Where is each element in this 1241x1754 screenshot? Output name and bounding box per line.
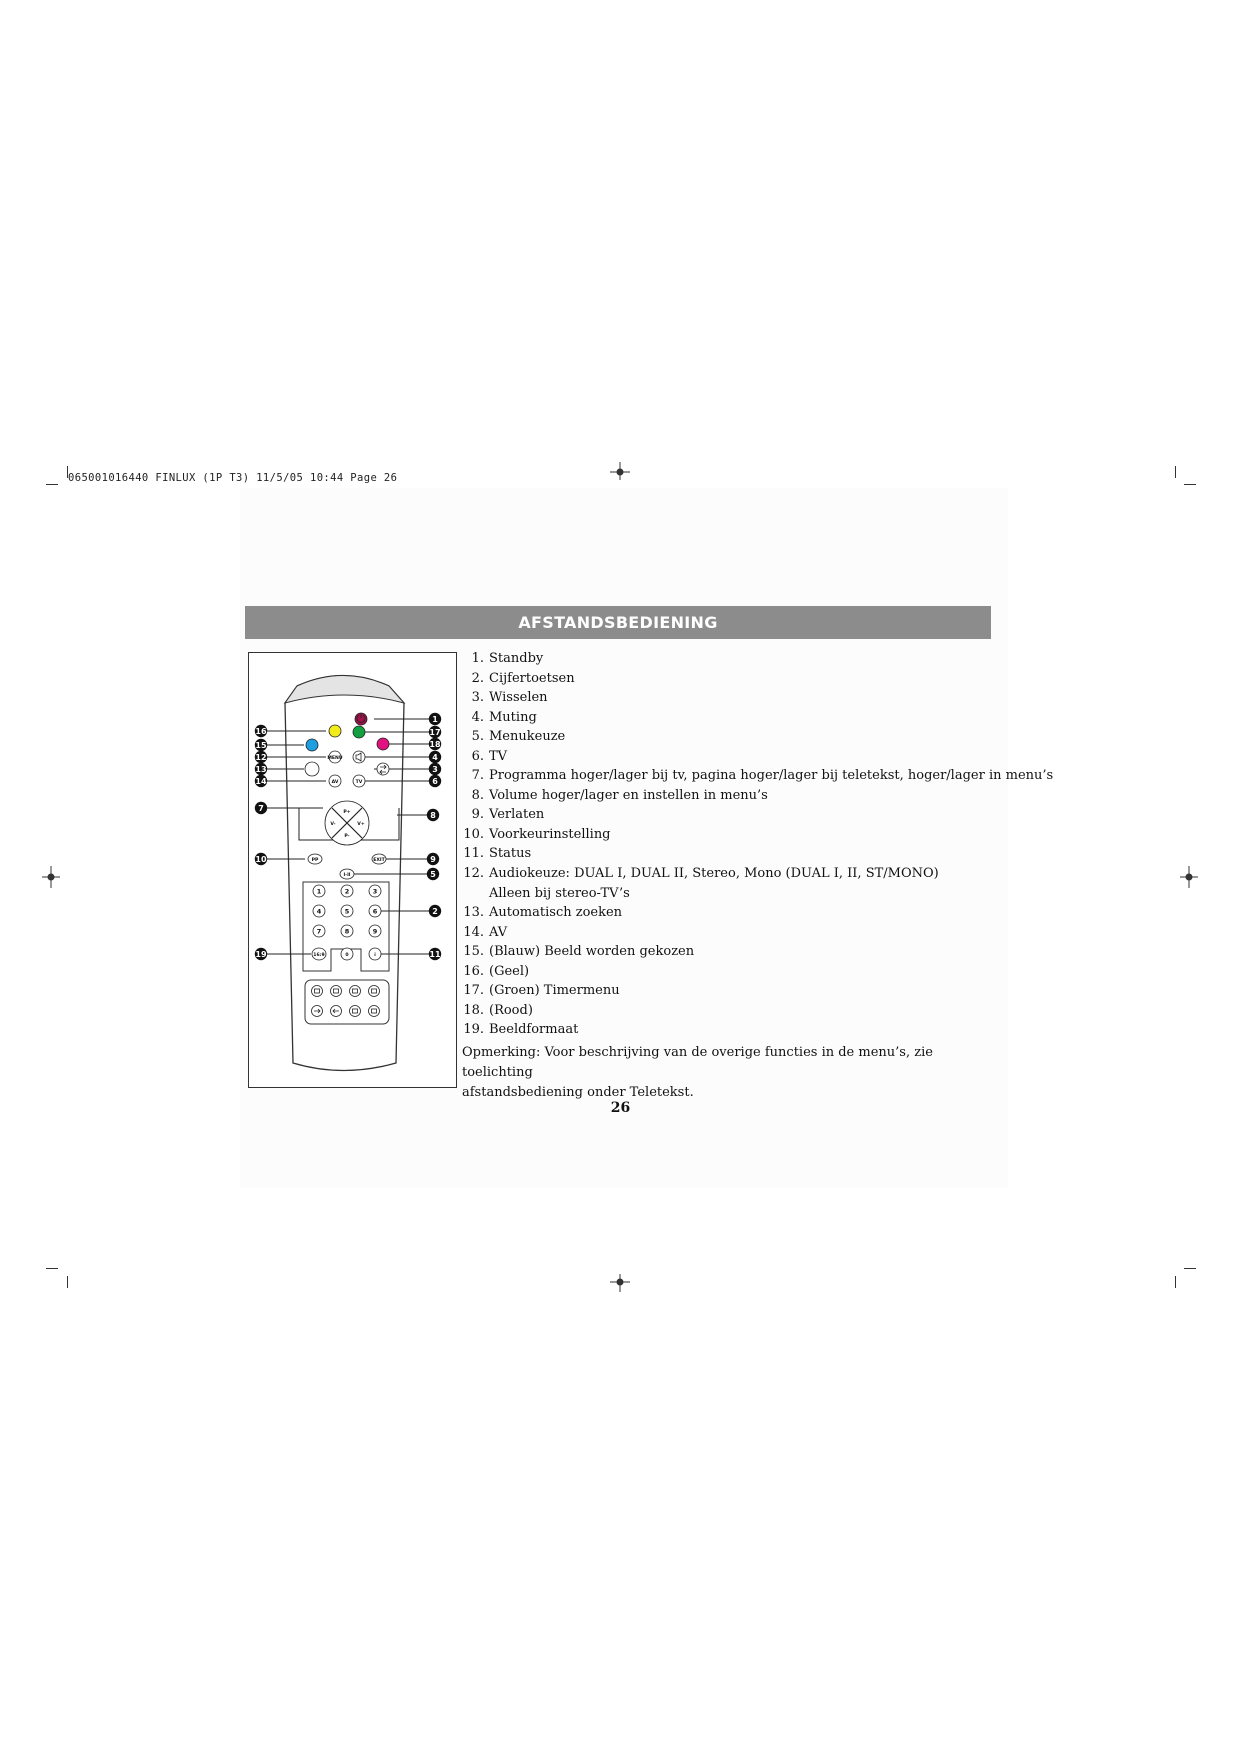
callout-number: 16 <box>255 727 267 737</box>
legend-number: 8. <box>471 787 484 803</box>
menu-select-key-label: I-II <box>343 873 351 878</box>
legend-item <box>462 844 1002 864</box>
teletext-key-7 <box>350 1006 361 1017</box>
legend-number: 7. <box>471 768 484 784</box>
digit-label: 7 <box>316 927 322 936</box>
legend-item <box>462 864 1002 884</box>
legend-number: 16. <box>463 963 484 979</box>
legend-item <box>462 825 1002 845</box>
exit-key-label: EXIT <box>373 858 385 863</box>
legend-number: 10. <box>463 826 484 842</box>
legend-text: Beeldformaat <box>489 1022 579 1038</box>
digit-label: 5 <box>344 907 350 916</box>
note-line: afstandsbediening onder Teletekst. <box>462 1085 694 1100</box>
green-button <box>353 726 365 738</box>
note <box>462 1043 1002 1103</box>
digit-label: 8 <box>344 927 350 936</box>
legend-text: Standby <box>489 651 544 666</box>
legend-item <box>462 1020 1002 1040</box>
callout-number: 3 <box>432 765 438 775</box>
digit-0-label: 0 <box>345 953 349 958</box>
blue-button <box>306 739 318 751</box>
yellow-button <box>329 725 341 737</box>
legend-text: (Rood) <box>489 1002 533 1018</box>
legend-text: Audiokeuze: DUAL I, DUAL II, Stereo, Mono (DUAL I, II, ST/MONO) <box>489 866 939 882</box>
v-down-label: V- <box>330 822 336 827</box>
legend-item <box>462 903 1002 923</box>
legend-text: Menukeuze <box>489 729 566 745</box>
legend-text: Programma hoger/lager bij tv, pagina hoger/lager bij teletekst, hoger/lager in menu’s <box>489 768 1054 784</box>
digit-label: 4 <box>316 907 322 916</box>
callout-number: 8 <box>430 811 436 821</box>
button-legend <box>462 649 1054 1040</box>
legend-text: TV <box>489 748 508 764</box>
menu-key-label: MENU <box>327 756 343 761</box>
legend-text: Verlaten <box>489 807 545 823</box>
legend-text: Automatisch zoeken <box>489 905 623 921</box>
legend-item <box>462 649 1002 669</box>
digit-label: 3 <box>372 887 378 896</box>
legend-text: Wisselen <box>489 690 548 706</box>
teletext-key-3 <box>350 986 361 997</box>
legend-item <box>462 727 1002 747</box>
legend-item <box>462 747 1002 767</box>
legend-number: 11. <box>463 846 484 862</box>
legend-number: 6. <box>471 748 484 764</box>
teletext-key-4 <box>369 986 380 997</box>
teletext-key-2 <box>331 986 342 997</box>
legend-number: 14. <box>463 924 484 940</box>
callout-number: 15 <box>255 741 267 751</box>
legend-number: 1. <box>471 651 484 666</box>
legend-item <box>462 786 1002 806</box>
legend-number: 13. <box>463 905 484 921</box>
callout-number: 2 <box>432 907 438 917</box>
legend-text: Status <box>489 846 532 862</box>
callout-number: 18 <box>429 740 441 750</box>
legend-text: Cijfertoetsen <box>489 670 575 686</box>
callout-number: 9 <box>430 855 436 865</box>
legend-item <box>462 884 1002 904</box>
callout-number: 13 <box>255 765 267 775</box>
legend-text: (Groen) Timermenu <box>489 983 620 999</box>
legend-item <box>462 942 1002 962</box>
swap-button <box>305 762 319 776</box>
legend-number: 9. <box>471 807 484 823</box>
legend-item <box>462 766 1054 786</box>
callout-number: 19 <box>255 950 267 960</box>
tv-key-label: TV <box>355 780 363 785</box>
legend-number: 19. <box>463 1022 484 1038</box>
callout-number: 4 <box>432 753 438 763</box>
callout-number: 6 <box>432 777 438 787</box>
aspect-key-label: 16:9 <box>313 953 325 958</box>
p-down-label: P- <box>344 834 350 839</box>
legend-number: 4. <box>471 709 484 725</box>
callout-number: 1 <box>432 715 438 725</box>
legend-item <box>462 805 1002 825</box>
mute-button <box>353 751 365 763</box>
legend-item <box>462 923 1002 943</box>
legend-number: 15. <box>463 944 484 960</box>
digit-label: 9 <box>372 927 378 936</box>
legend-item <box>462 962 1002 982</box>
legend-number: 17. <box>463 983 484 999</box>
legend-item <box>462 1001 1002 1021</box>
legend-number: 18. <box>463 1002 484 1018</box>
page-number: 26 <box>610 1100 631 1116</box>
magenta-button <box>377 738 389 750</box>
callout-number: 7 <box>258 804 264 814</box>
callout-number: 12 <box>255 753 267 763</box>
digit-label: 2 <box>344 887 350 896</box>
digit-label: 6 <box>372 907 378 916</box>
legend-text: (Geel) <box>489 963 530 979</box>
v-up-label: V+ <box>357 822 365 827</box>
page-title: AFSTANDSBEDIENING <box>245 606 991 639</box>
legend-number: 5. <box>471 729 484 745</box>
legend-item <box>462 708 1002 728</box>
av-key-label: AV <box>331 780 339 785</box>
legend-item <box>462 688 1002 708</box>
legend-text: Muting <box>489 709 537 725</box>
print-slug: 065001016440 FINLUX (1P T3) 11/5/05 10:44 Page 26 <box>68 472 398 484</box>
callout-number: 10 <box>255 855 267 865</box>
legend-item <box>462 981 1002 1001</box>
remote-illustration <box>248 652 457 1088</box>
teletext-key-8 <box>369 1006 380 1017</box>
legend-number: 2. <box>471 670 484 686</box>
legend-text: Volume hoger/lager en instellen in menu’s <box>489 787 768 803</box>
callout-number: 5 <box>430 870 436 880</box>
legend-text: AV <box>489 924 508 940</box>
teletext-key-1 <box>312 986 323 997</box>
info-key-label: i <box>374 953 376 958</box>
legend-text: Voorkeurinstelling <box>489 826 611 842</box>
callout-number: 14 <box>255 777 267 787</box>
callout-number: 11 <box>429 950 441 960</box>
legend-number: 3. <box>471 690 484 706</box>
legend-item <box>462 669 1002 689</box>
note-line: Opmerking: Voor beschrijving van de overige functies in de menu’s, zie toelichting <box>462 1045 933 1080</box>
legend-number: 12. <box>463 866 484 882</box>
p-up-label: P+ <box>343 810 351 815</box>
pp-key-label: PP <box>311 858 319 863</box>
legend-text: Alleen bij stereo-TV’s <box>489 885 630 901</box>
callout-number: 17 <box>429 728 441 738</box>
digit-label: 1 <box>316 887 322 896</box>
legend-text: (Blauw) Beeld worden gekozen <box>489 944 695 960</box>
search-button <box>377 763 389 775</box>
